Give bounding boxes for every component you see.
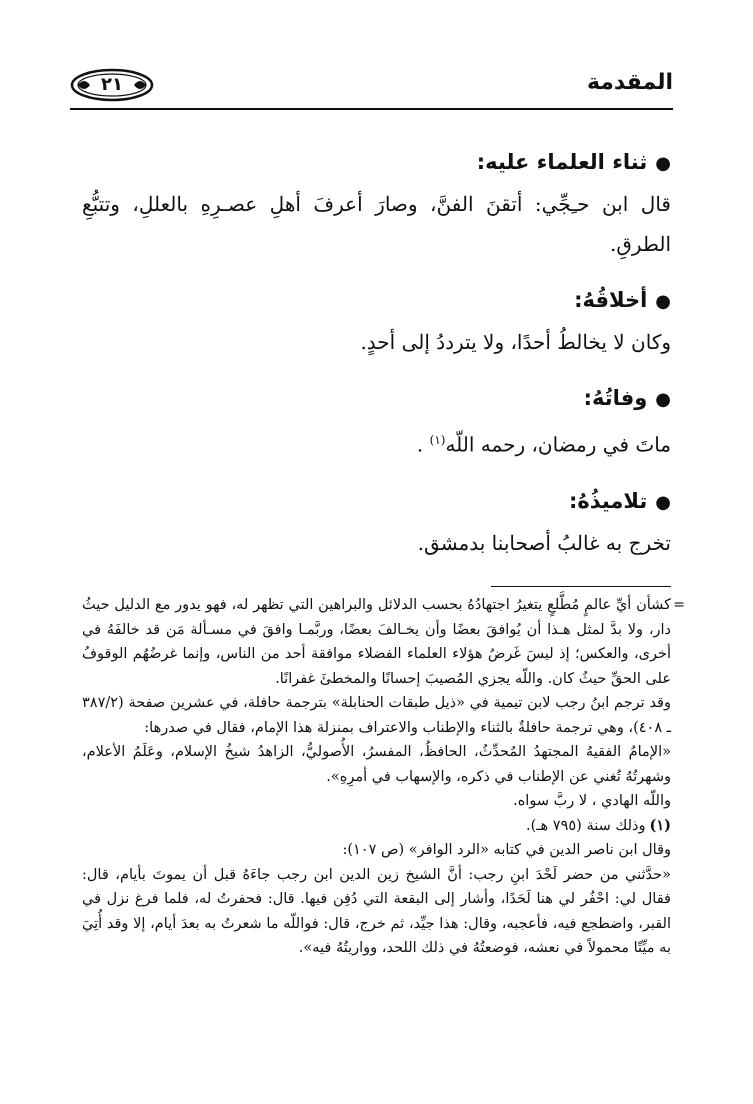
running-title: المقدمة (586, 70, 673, 95)
footnote-quote: «الإمامُ الفقيهُ المجتهدُ المُحدِّثُ، الحافظُ، المفسرُ، الأُصوليُّ، الزاهدُ شيخُ الإسلام، وعَلَمُ الأعلام، وشهرتُهُ تُغني عن الإطناب في ذكره، والإسهاب في أمرِهِ». (82, 744, 671, 785)
footnote-1-quote: «حدَّثني من حضر لَحْدَ ابنِ رجب: أنَّ الشيخ زين الدين ابن رجب جاءَهُ قبل أن يموتَ بأيام، قال: فقال لي: احْفُر لي هنا لَحَدًا، وأشار إلى البقعة التي دُفِن فيها. قال: فحفرتُ له، فلما فرغ نزل في القبر، واضطجع فيه، فأعجبه، وقال: هذا جيِّد، ثم خرج، قال: فواللّه ما شعرتُ به بعدَ أيام، إلا وقد أُتِيَ به ميِّتًا محمولاً في نعشه، فوضعتُهُ في ذلك اللحد، وواريتُهُ فيه». (82, 866, 671, 956)
continuation-mark: = (673, 597, 685, 613)
page-number-badge (70, 68, 154, 102)
bullet-icon: ● (655, 491, 671, 513)
section-text-manners: وكان لا يخالطُ أحدًا، ولا يترددُ إلى أحدٍ. (360, 330, 671, 354)
page-number: ٢١ (101, 74, 123, 95)
header-divider (70, 108, 673, 110)
footnote-reference[interactable]: (١) (429, 433, 446, 447)
section-heading-students: ●تلاميذُهُ: (82, 479, 671, 523)
bullet-icon: ● (655, 389, 671, 410)
bullet-icon: ● (655, 291, 671, 312)
footnote-separator (491, 586, 671, 587)
footnote-1 (82, 814, 671, 961)
section-text-death: ماتَ في رمضان، رحمه اللّه$^{(١)}$ . (416, 432, 671, 457)
section-heading-death: ●وفاتُهُ: (82, 376, 671, 420)
footnote-1-line: (١)وذلك سنة (٧٩٥ هـ). (526, 816, 671, 834)
page-header (70, 62, 673, 110)
footnote-paragraph: وقد ترجم ابنُ رجب لابن تيمية في «ذيل طبقات الحنابلة» بترجمة حافلة، في عشرين صفحة (٣٨٧/٢ ـ ٤٠٨)، وهي ترجمة حافلةٌ بالثناء والإطناب والاعتراف بمنزلة هذا الإمام، فقال في صدرها: (82, 695, 671, 736)
section-text-praise: قال ابن حـِجِّي: أتقنَ الفنَّ، وصارَ أعرفَ أهلِ عصـرِهِ بالعللِ، وتتبُّعِ الطرقِ. (82, 192, 671, 256)
footnotes-area (82, 586, 685, 961)
footnote-continuation-text: كشأن أيِّ عالمٍ مُطَّلعٍ يتغيرُ اجتهادُهُ بحسب الدلائل والبراهين التي تظهر له، فهو يدور مع الدليل حيثُ دار، ولا بدَّ لمثل هـذا أن يُوافقَ بعضًا وأن يخـالفَ بعضًا، وربَّمـا وافقَ في مسـألة مَن قد خالفَهُ في أخرى، والعكس؛ إذ ليسَ غَرضُ هؤلاء العلماء الفضلاء موافقة أحد من الناس، وإنما غرضُهُم الوقوفُ على الحقِّ حيثُ كان. واللّه يجزي المُصيبَ إحسانًا والمخطئَ غفرانًا. (82, 597, 671, 687)
section-heading-manners: ●أخلاقُهُ: (82, 278, 671, 322)
main-content (82, 140, 671, 577)
footnote-closing: واللّه الهادي ، لا ربَّ سواه. (513, 793, 671, 809)
footnote-1-number: (١) (649, 816, 671, 834)
section-heading-praise: ●ثناء العلماء عليه: (82, 140, 671, 184)
bullet-icon: ● (655, 153, 671, 174)
section-text-students: تخرج به غالبُ أصحابنا بدمشق. (417, 530, 671, 555)
footnote-continuation (82, 593, 685, 814)
footnote-1-source: وقال ابن ناصر الدين في كتابه «الرد الوافر» (ص ١٠٧): (342, 842, 671, 858)
